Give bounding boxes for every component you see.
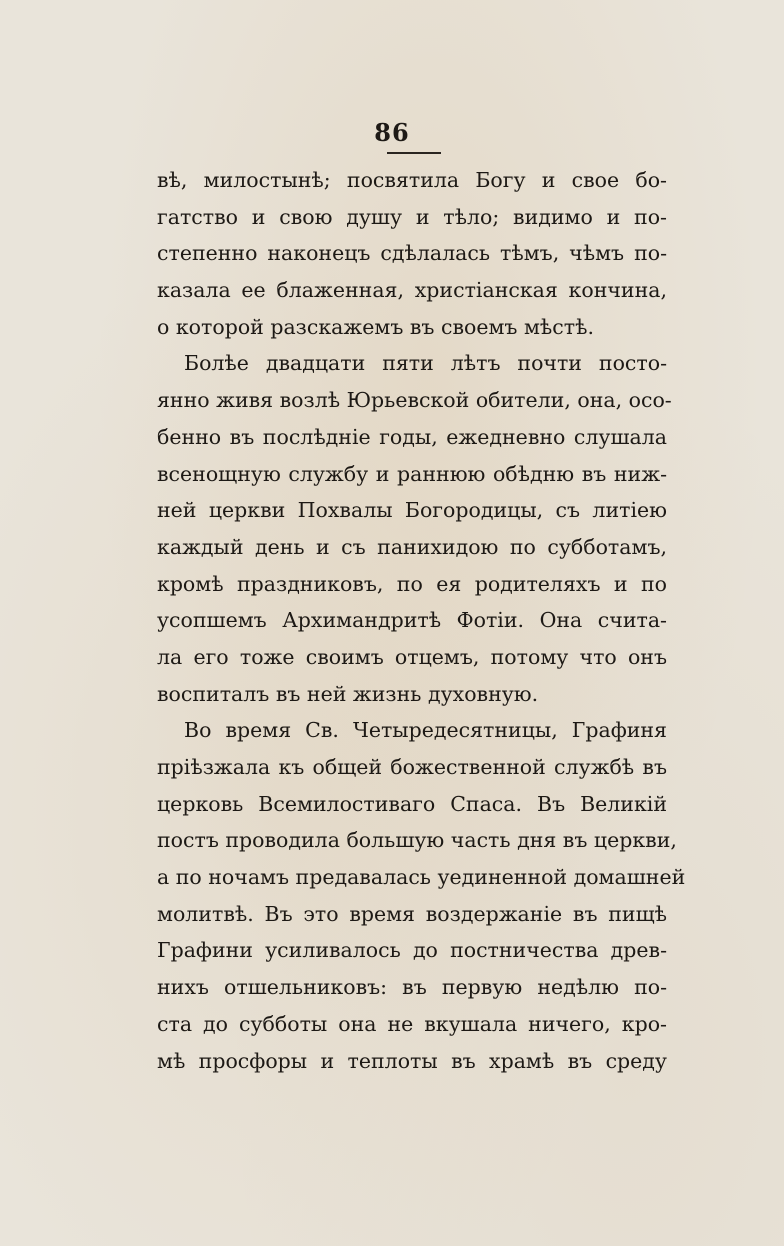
text-line: бенно въ послѣдніе годы, ежедневно слушала [157, 424, 667, 449]
text-line: а по ночамъ предавалась уединенной домашней [157, 865, 686, 890]
text-line: Болѣе двадцати пяти лѣтъ почти посто- [184, 351, 667, 376]
text-line: гатство и свою душу и тѣло; видимо и по- [157, 204, 667, 229]
text-line: кромѣ праздниковъ, по ея родителяхъ и по [157, 571, 667, 596]
text-line: всенощную службу и раннюю обѣдню въ ниж- [157, 461, 667, 486]
text-line: степенно наконецъ сдѣлалась тѣмъ, чѣмъ по- [157, 241, 667, 266]
page-number: 86 [374, 118, 410, 147]
text-line: янно живя возлѣ Юрьевской обители, она, осо- [157, 388, 672, 413]
text-line: ла его тоже своимъ отцемъ, потому что онъ [157, 644, 667, 669]
text-line: вѣ, милостынѣ; посвятила Богу и свое бо- [157, 168, 667, 192]
text-line: церковь Всемилостиваго Спаса. Въ Великій [157, 791, 667, 816]
text-line: ста до субботы она не вкушала ничего, кро- [157, 1011, 667, 1036]
text-line: каждый день и съ панихидою по субботамъ, [157, 534, 667, 559]
text-line: воспиталъ въ ней жизнь духовную. [157, 681, 539, 706]
text-line: усопшемъ Архимандритѣ Фотіи. Она счита- [157, 608, 667, 633]
text-line: нихъ отшельниковъ: въ первую недѣлю по- [157, 975, 667, 1000]
text-line: о которой разскажемъ въ своемъ мѣстѣ. [157, 314, 594, 339]
text-line: пріѣзжала къ общей божественной службѣ въ [157, 755, 667, 779]
text-line: Во время Св. Четыредесятницы, Графиня [184, 718, 667, 743]
text-line: Графини усиливалось до постничества древ- [157, 938, 667, 963]
page-number-underline [387, 152, 441, 154]
text-line: постъ проводила большую часть дня въ церкви, [157, 828, 677, 853]
text-line: ней церкви Похвалы Богородицы, съ литіею [157, 498, 667, 523]
text-line: мѣ просфоры и теплоты въ храмѣ въ среду [157, 1048, 667, 1073]
text-line: молитвѣ. Въ это время воздержаніе въ пищѣ [157, 901, 667, 926]
text-line: казала ее блаженная, христіанская кончина, [157, 278, 667, 303]
body-text [157, 162, 686, 1079]
